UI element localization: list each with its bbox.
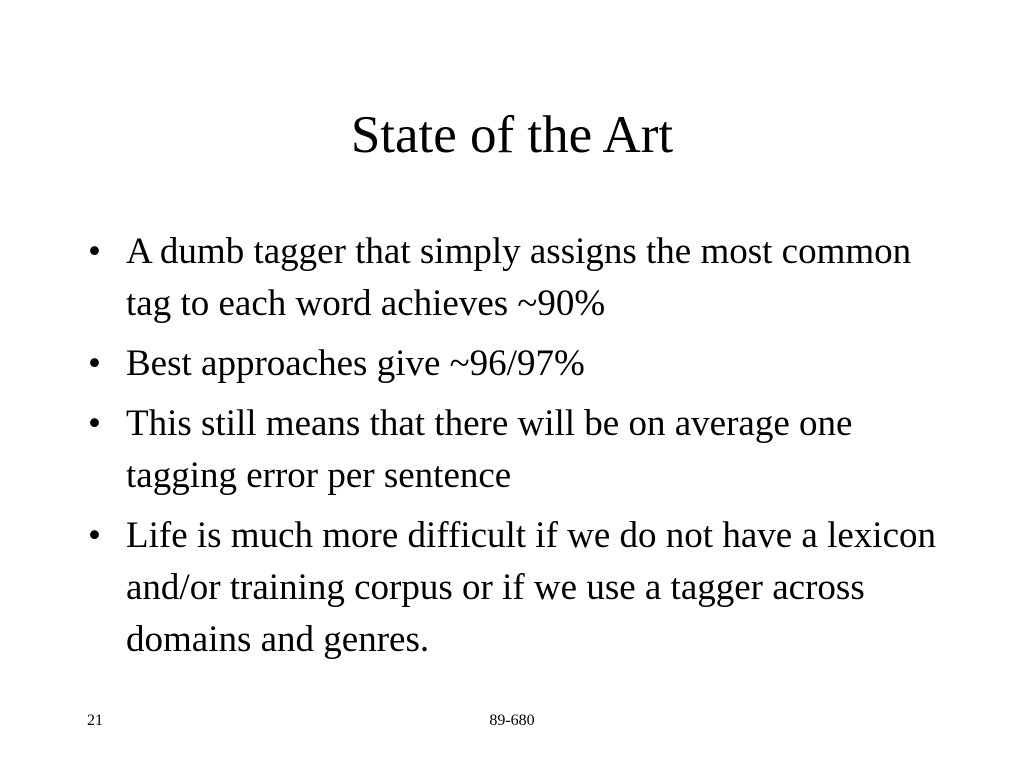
bullet-item [84,510,944,666]
bullet-list [84,226,944,674]
bullet-icon: • [88,343,101,384]
bullet-icon: • [88,403,101,444]
bullet-text: Life is much more difficult if we do not have a lexicon and/or training corpus or if we use a tagger across domains and genres. [126,515,936,660]
bullet-icon: • [88,231,101,272]
bullet-text: This still means that there will be on average one tagging error per sentence [126,403,853,496]
bullet-item [84,338,944,390]
bullet-item [84,226,944,330]
bullet-text: Best approaches give ~96/97% [126,343,585,384]
slide-title: State of the Art [350,106,674,164]
bullet-item [84,398,944,502]
bullet-text: A dumb tagger that simply assigns the most common tag to each word achieves ~90% [126,231,912,324]
slide-page-number: 21 [87,712,103,729]
bullet-icon: • [88,515,101,556]
course-code: 89-680 [489,712,535,729]
